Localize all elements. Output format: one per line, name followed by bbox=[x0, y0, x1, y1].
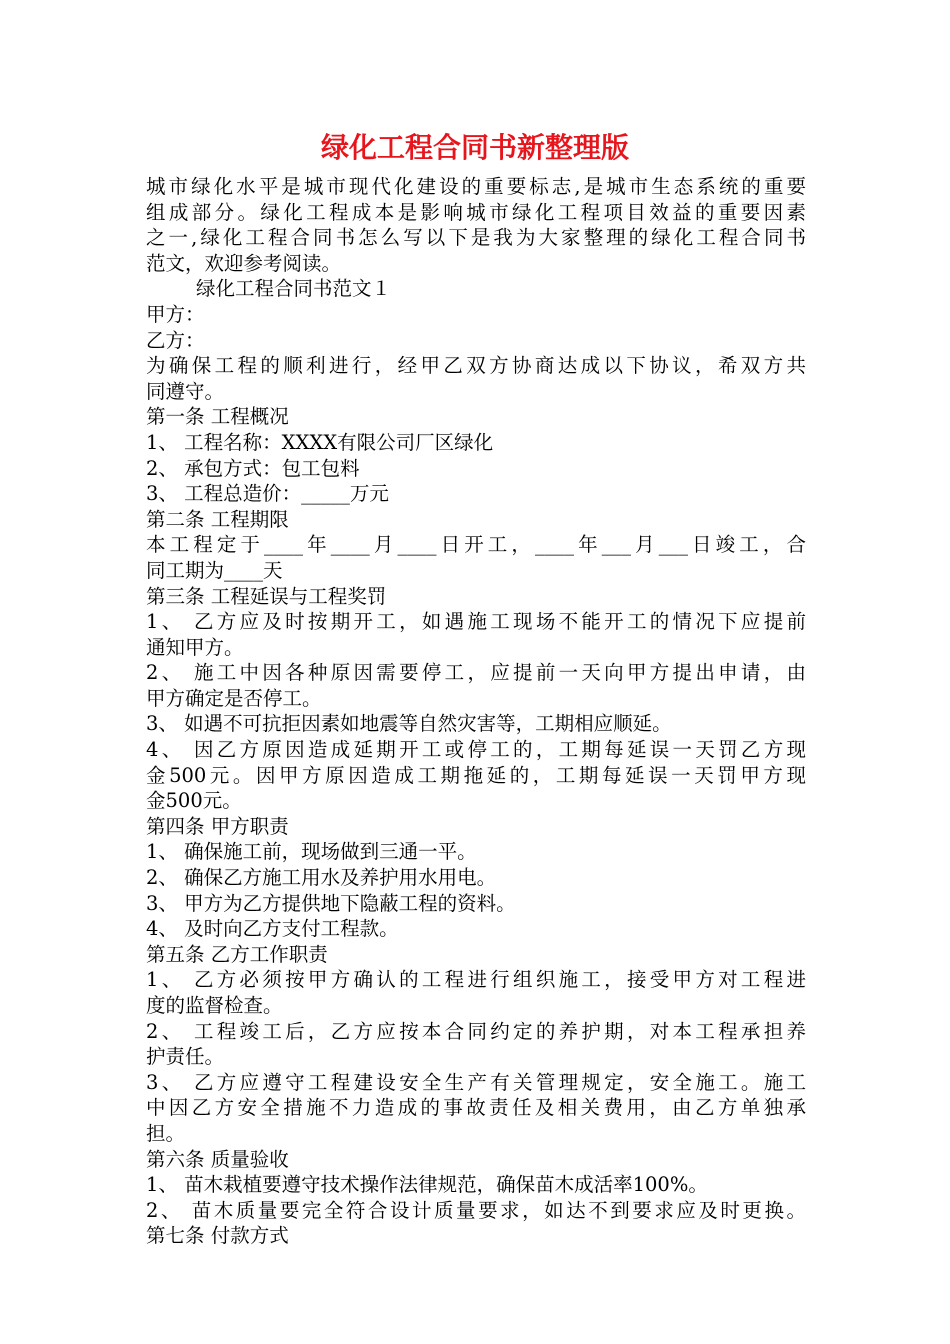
text-line: 甲方确定是否停工。 bbox=[146, 686, 322, 710]
text-line: 金500元。 bbox=[146, 789, 242, 813]
text-line: 4、 因乙方原因造成延期开工或停工的，工期每延误一天罚乙方现 bbox=[146, 738, 806, 762]
text-line: 范文，欢迎参考阅读。 bbox=[146, 251, 342, 275]
text-line: 乙方： bbox=[146, 328, 205, 352]
document-body bbox=[146, 174, 806, 1249]
text-line: 1、 苗木栽植要遵守技术操作法律规范，确保苗木成活率100%。 bbox=[146, 1173, 708, 1197]
text-line: 本工程定于____年____月____日开工，____年___月___日竣工，合 bbox=[146, 533, 806, 557]
text-line: 3、 甲方为乙方提供地下隐蔽工程的资料。 bbox=[146, 891, 516, 915]
text-line: 甲方： bbox=[146, 302, 205, 326]
text-line: 之一,绿化工程合同书怎么写以下是我为大家整理的绿化工程合同书 bbox=[146, 226, 806, 250]
text-line: 中因乙方安全措施不力造成的事故责任及相关费用，由乙方单独承 bbox=[146, 1096, 806, 1120]
text-line: 为确保工程的顺利进行，经甲乙双方协商达成以下协议，希双方共 bbox=[146, 354, 806, 378]
text-line: 2、 承包方式：包工包料 bbox=[146, 456, 360, 480]
text-line: 第七条 付款方式 bbox=[146, 1224, 289, 1248]
text-line: 组成部分。绿化工程成本是影响城市绿化工程项目效益的重要因素 bbox=[146, 200, 806, 224]
text-line: 第五条 乙方工作职责 bbox=[146, 942, 328, 966]
text-line: 第四条 甲方职责 bbox=[146, 814, 289, 838]
text-line: 1、 确保施工前，现场做到三通一平。 bbox=[146, 840, 477, 864]
text-line: 1、 乙方应及时按期开工，如遇施工现场不能开工的情况下应提前 bbox=[146, 610, 806, 634]
text-line: 4、 及时向乙方支付工程款。 bbox=[146, 917, 399, 941]
text-line: 第六条 质量验收 bbox=[146, 1147, 289, 1171]
text-line: 度的监督检查。 bbox=[146, 994, 283, 1017]
text-line: 第二条 工程期限 bbox=[146, 507, 289, 531]
text-line: 护责任。 bbox=[146, 1045, 225, 1069]
document-title: 绿化工程合同书新整理版 bbox=[320, 131, 629, 164]
text-line: 2、 施工中因各种原因需要停工，应提前一天向甲方提出申请，由 bbox=[146, 661, 806, 685]
text-line: 3、 如遇不可抗拒因素如地震等自然灾害等，工期相应顺延。 bbox=[146, 712, 672, 736]
text-line: 同工期为____天 bbox=[146, 558, 283, 582]
text-line: 担。 bbox=[146, 1121, 186, 1145]
text-line: 2、 确保乙方施工用水及养护用水用电。 bbox=[146, 866, 497, 890]
text-line: 3、 乙方应遵守工程建设安全生产有关管理规定，安全施工。施工 bbox=[146, 1070, 806, 1094]
text-line: 2、 苗木质量要完全符合设计质量要求，如达不到要求应及时更换。 bbox=[146, 1198, 806, 1222]
text-line: 第三条 工程延误与工程奖罚 bbox=[146, 584, 387, 608]
text-line: 3、 工程总造价：_____万元 bbox=[146, 482, 389, 506]
text-line: 2、 工程竣工后，乙方应按本合同约定的养护期，对本工程承担养 bbox=[146, 1019, 806, 1043]
text-line: 同遵守。 bbox=[146, 379, 225, 403]
text-line: 1、 工程名称：XXXX有限公司厂区绿化 bbox=[146, 430, 494, 454]
text-line: 1、 乙方必须按甲方确认的工程进行组织施工，接受甲方对工程进 bbox=[146, 968, 806, 992]
text-line: 通知甲方。 bbox=[146, 635, 244, 659]
text-line: 金500元。因甲方原因造成工期拖延的，工期每延误一天罚甲方现 bbox=[146, 763, 806, 787]
text-line: 第一条 工程概况 bbox=[146, 405, 289, 429]
text-line: 绿化工程合同书范文１ bbox=[196, 277, 392, 301]
text-line: 城市绿化水平是城市现代化建设的重要标志,是城市生态系统的重要 bbox=[146, 175, 806, 198]
